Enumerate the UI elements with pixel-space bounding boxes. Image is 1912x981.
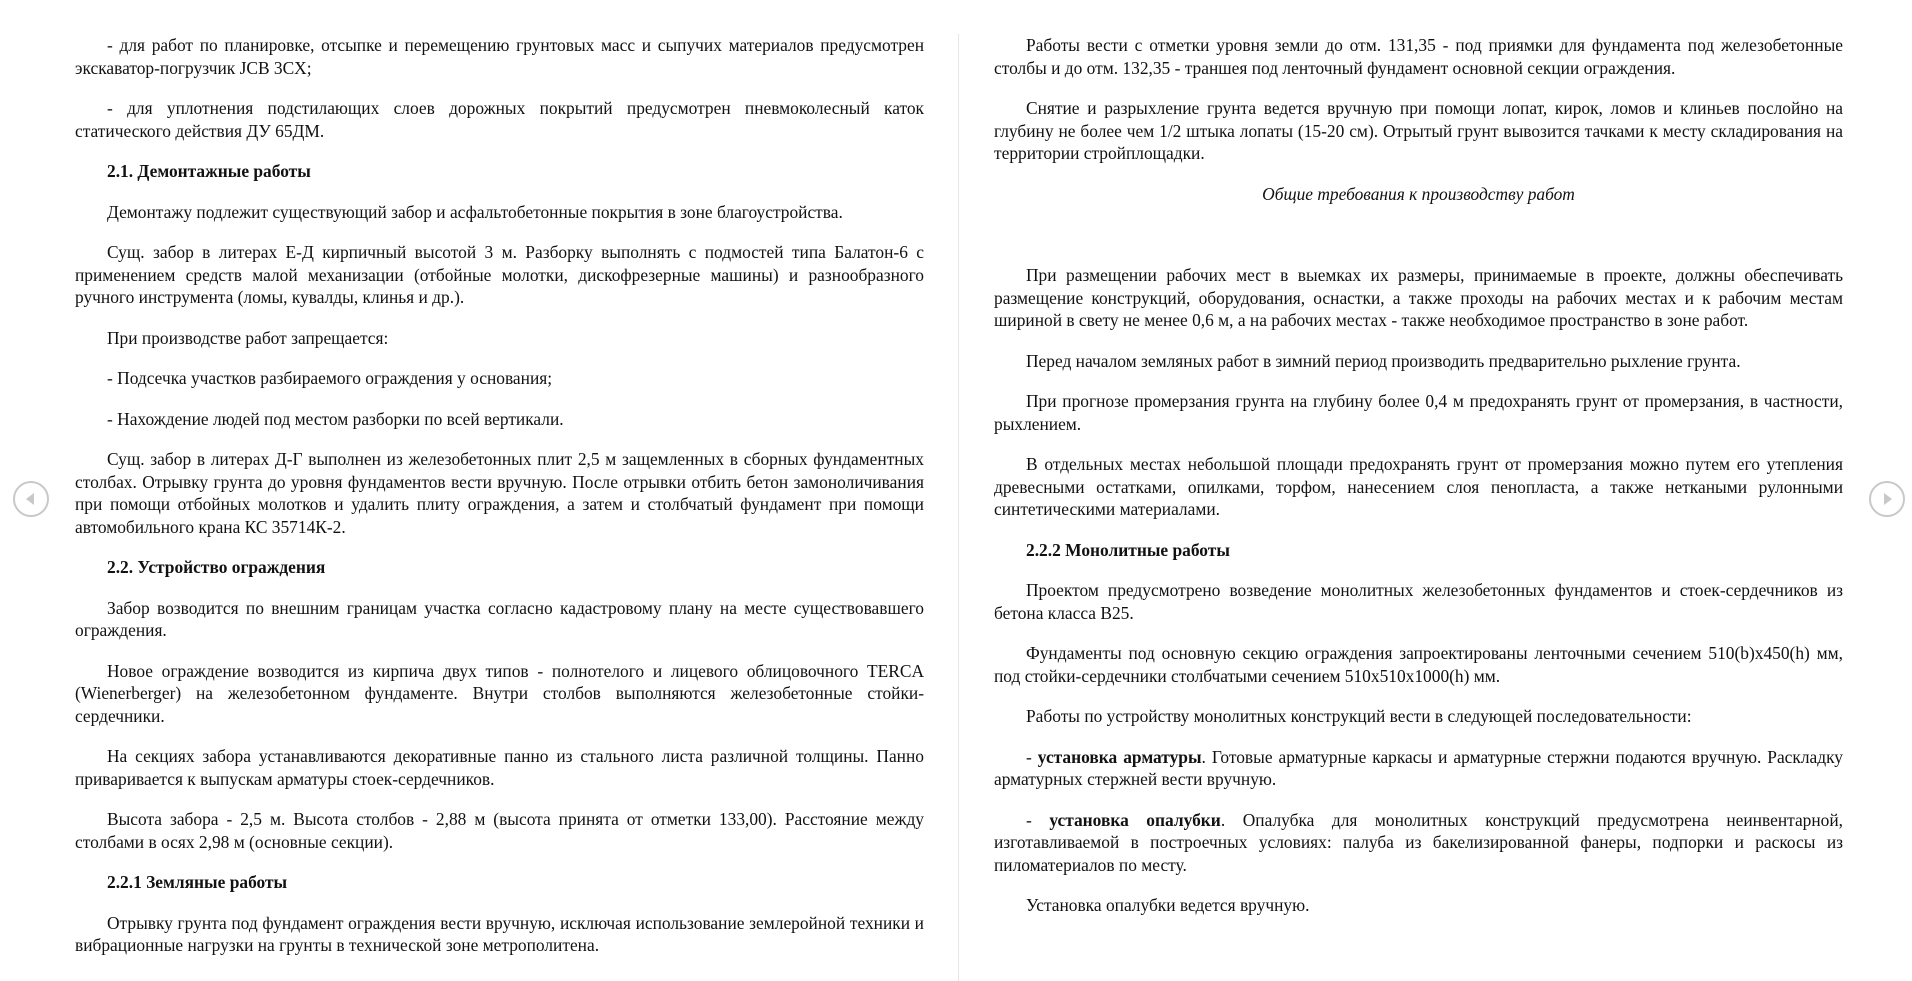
paragraph: Отрывку грунта под фундамент ограждения вести вручную, исключая использование землеройной техники и вибрационные нагрузки на грунты в технической зоне метрополитена. bbox=[75, 912, 924, 955]
list-dash: - bbox=[1026, 746, 1038, 767]
paragraph-text: . Опалубка для монолитных конструкций предусмотрена неинвентарной, изготавливаемой в построечных условиях: палуба из бакелизированной фанеры, подпорки и раскосы из пиломатериалов по месту. bbox=[994, 809, 1844, 875]
paragraph bbox=[994, 746, 1843, 791]
section-heading: 2.2.1 Земляные работы bbox=[107, 872, 288, 892]
paragraph: Сущ. забор в литерах Е-Д кирпичный высотой 3 м. Разборку выполнять с подмостей типа Балатон-6 с применением средств малой механизации (отбойные молотки, дискофрезерные машины) и разнообразного ручного инструмента (ломы, кувалды, клинья и др.). bbox=[75, 242, 924, 307]
paragraph: Работы по устройству монолитных конструкций вести в следующей последовательности: bbox=[1026, 706, 1692, 726]
section-heading: 2.1. Демонтажные работы bbox=[107, 161, 311, 181]
paragraph: При размещении рабочих мест в выемках их размеры, принимаемые в проекте, должны обеспечивать размещение конструкций, оборудования, оснастки, а также проходы на рабочих местах и к рабочим местам шириной в свету не менее 0,6 м, а на рабочих местах - также необходимое пространство в зоне работ. bbox=[994, 265, 1843, 330]
chevron-left-icon bbox=[15, 483, 47, 515]
paragraph: Работы вести с отметки уровня земли до отм. 131,35 - под приямки для фундамента под железобетонные столбы и до отм. 132,35 - траншея под ленточный фундамент основной секции ограждения. bbox=[994, 35, 1843, 78]
paragraph-text: . Готовые арматурные каркасы и арматурные стержни подаются вручную. Раскладку арматурных стержней вести вручную. bbox=[994, 746, 1843, 789]
paragraph bbox=[994, 809, 1843, 877]
paragraph: Снятие и разрыхление грунта ведется вручную при помощи лопат, кирок, ломов и клиньев послойно на глубину не более чем 1/2 штыка лопаты (15-20 см). Отрытый грунт вывозится тачками к месту складирования на территории стройплощадки. bbox=[994, 98, 1843, 163]
blank-space bbox=[994, 223, 1843, 264]
list-dash: - bbox=[1026, 809, 1050, 830]
paragraph: Забор возводится по внешним границам участка согласно кадастровому плану на месте существовавшего ограждения. bbox=[75, 597, 924, 640]
left-page bbox=[75, 34, 924, 975]
next-page-button[interactable] bbox=[1869, 481, 1905, 517]
paragraph: Высота забора - 2,5 м. Высота столбов - 2,88 м (высота принята от отметки 133,00). Расстояние между столбами в осях 2,98 м (основные секции). bbox=[75, 809, 924, 852]
paragraph: Новое ограждение возводится из кирпича двух типов - полнотелого и лицевого облицовочного TERCA (Wienerberger) на железобетонном фундаменте. Внутри столбов выполняются железобетонные стойки-сердечники. bbox=[75, 660, 924, 726]
section-heading: 2.2.2 Монолитные работы bbox=[1026, 539, 1230, 560]
paragraph: - для уплотнения подстилающих слоев дорожных покрытий предусмотрен пневмоколесный каток статического действия ДУ 65ДМ. bbox=[75, 98, 924, 141]
right-page bbox=[994, 34, 1843, 935]
subsection-title: Общие требования к производству работ bbox=[1262, 183, 1575, 204]
paragraph: - Подсечка участков разбираемого ограждения у основания; bbox=[107, 368, 553, 388]
paragraph: При прогнозе промерзания грунта на глубину более 0,4 м предохранять грунт от промерзания, в частности, рыхлением. bbox=[994, 391, 1843, 434]
paragraph: - для работ по планировке, отсыпке и перемещению грунтовых масс и сыпучих материалов предусмотрен экскаватор-погрузчик JCB 3CX; bbox=[75, 35, 924, 78]
bold-term: установка арматуры bbox=[1037, 746, 1202, 767]
bold-term: установка опалубки bbox=[1049, 809, 1221, 830]
prev-page-button[interactable] bbox=[13, 481, 49, 517]
paragraph: Сущ. забор в литерах Д-Г выполнен из железобетонных плит 2,5 м защемленных в сборных фундаментных столбах. Отрывку грунта до уровня фундаментов вести вручную. После отрывки отбить бетон замоноличивания при помощи отбойных молотков и удалить плиту ограждения, а затем и столбчатый фундамент при помощи автомобильного крана КС 35714К-2. bbox=[75, 449, 924, 537]
paragraph: Демонтажу подлежит существующий забор и асфальтобетонные покрытия в зоне благоустройства. bbox=[107, 201, 843, 222]
paragraph: На секциях забора устанавливаются декоративные панно из стального листа различной толщины. Панно приваривается к выпускам арматуры стоек-сердечников. bbox=[75, 746, 924, 789]
paragraph: В отдельных местах небольшой площади предохранять грунт от промерзания можно путем его утепления древесными остатками, опилками, торфом, нанесением слоя пенопласта, а также неткаными рулонными синтетическими материалами. bbox=[994, 454, 1843, 519]
paragraph: При производстве работ запрещается: bbox=[107, 327, 389, 348]
paragraph: Фундаменты под основную секцию ограждения запроектированы ленточными сечением 510(b)x450(h) мм, под стойки-сердечники столбчатыми сечением 510x510x1000(h) мм. bbox=[994, 643, 1843, 686]
paragraph: Установка опалубки ведется вручную. bbox=[1026, 895, 1310, 915]
paragraph: - Нахождение людей под местом разборки по всей вертикали. bbox=[107, 408, 564, 429]
paragraph: Перед началом земляных работ в зимний период производить предварительно рыхление грунта. bbox=[1026, 350, 1741, 371]
section-heading: 2.2. Устройство ограждения bbox=[107, 557, 326, 577]
paragraph: Проектом предусмотрено возведение монолитных железобетонных фундаментов и стоек-сердечников из бетона класса В25. bbox=[994, 580, 1843, 623]
chevron-right-icon bbox=[1871, 483, 1903, 515]
page-divider bbox=[958, 34, 959, 981]
